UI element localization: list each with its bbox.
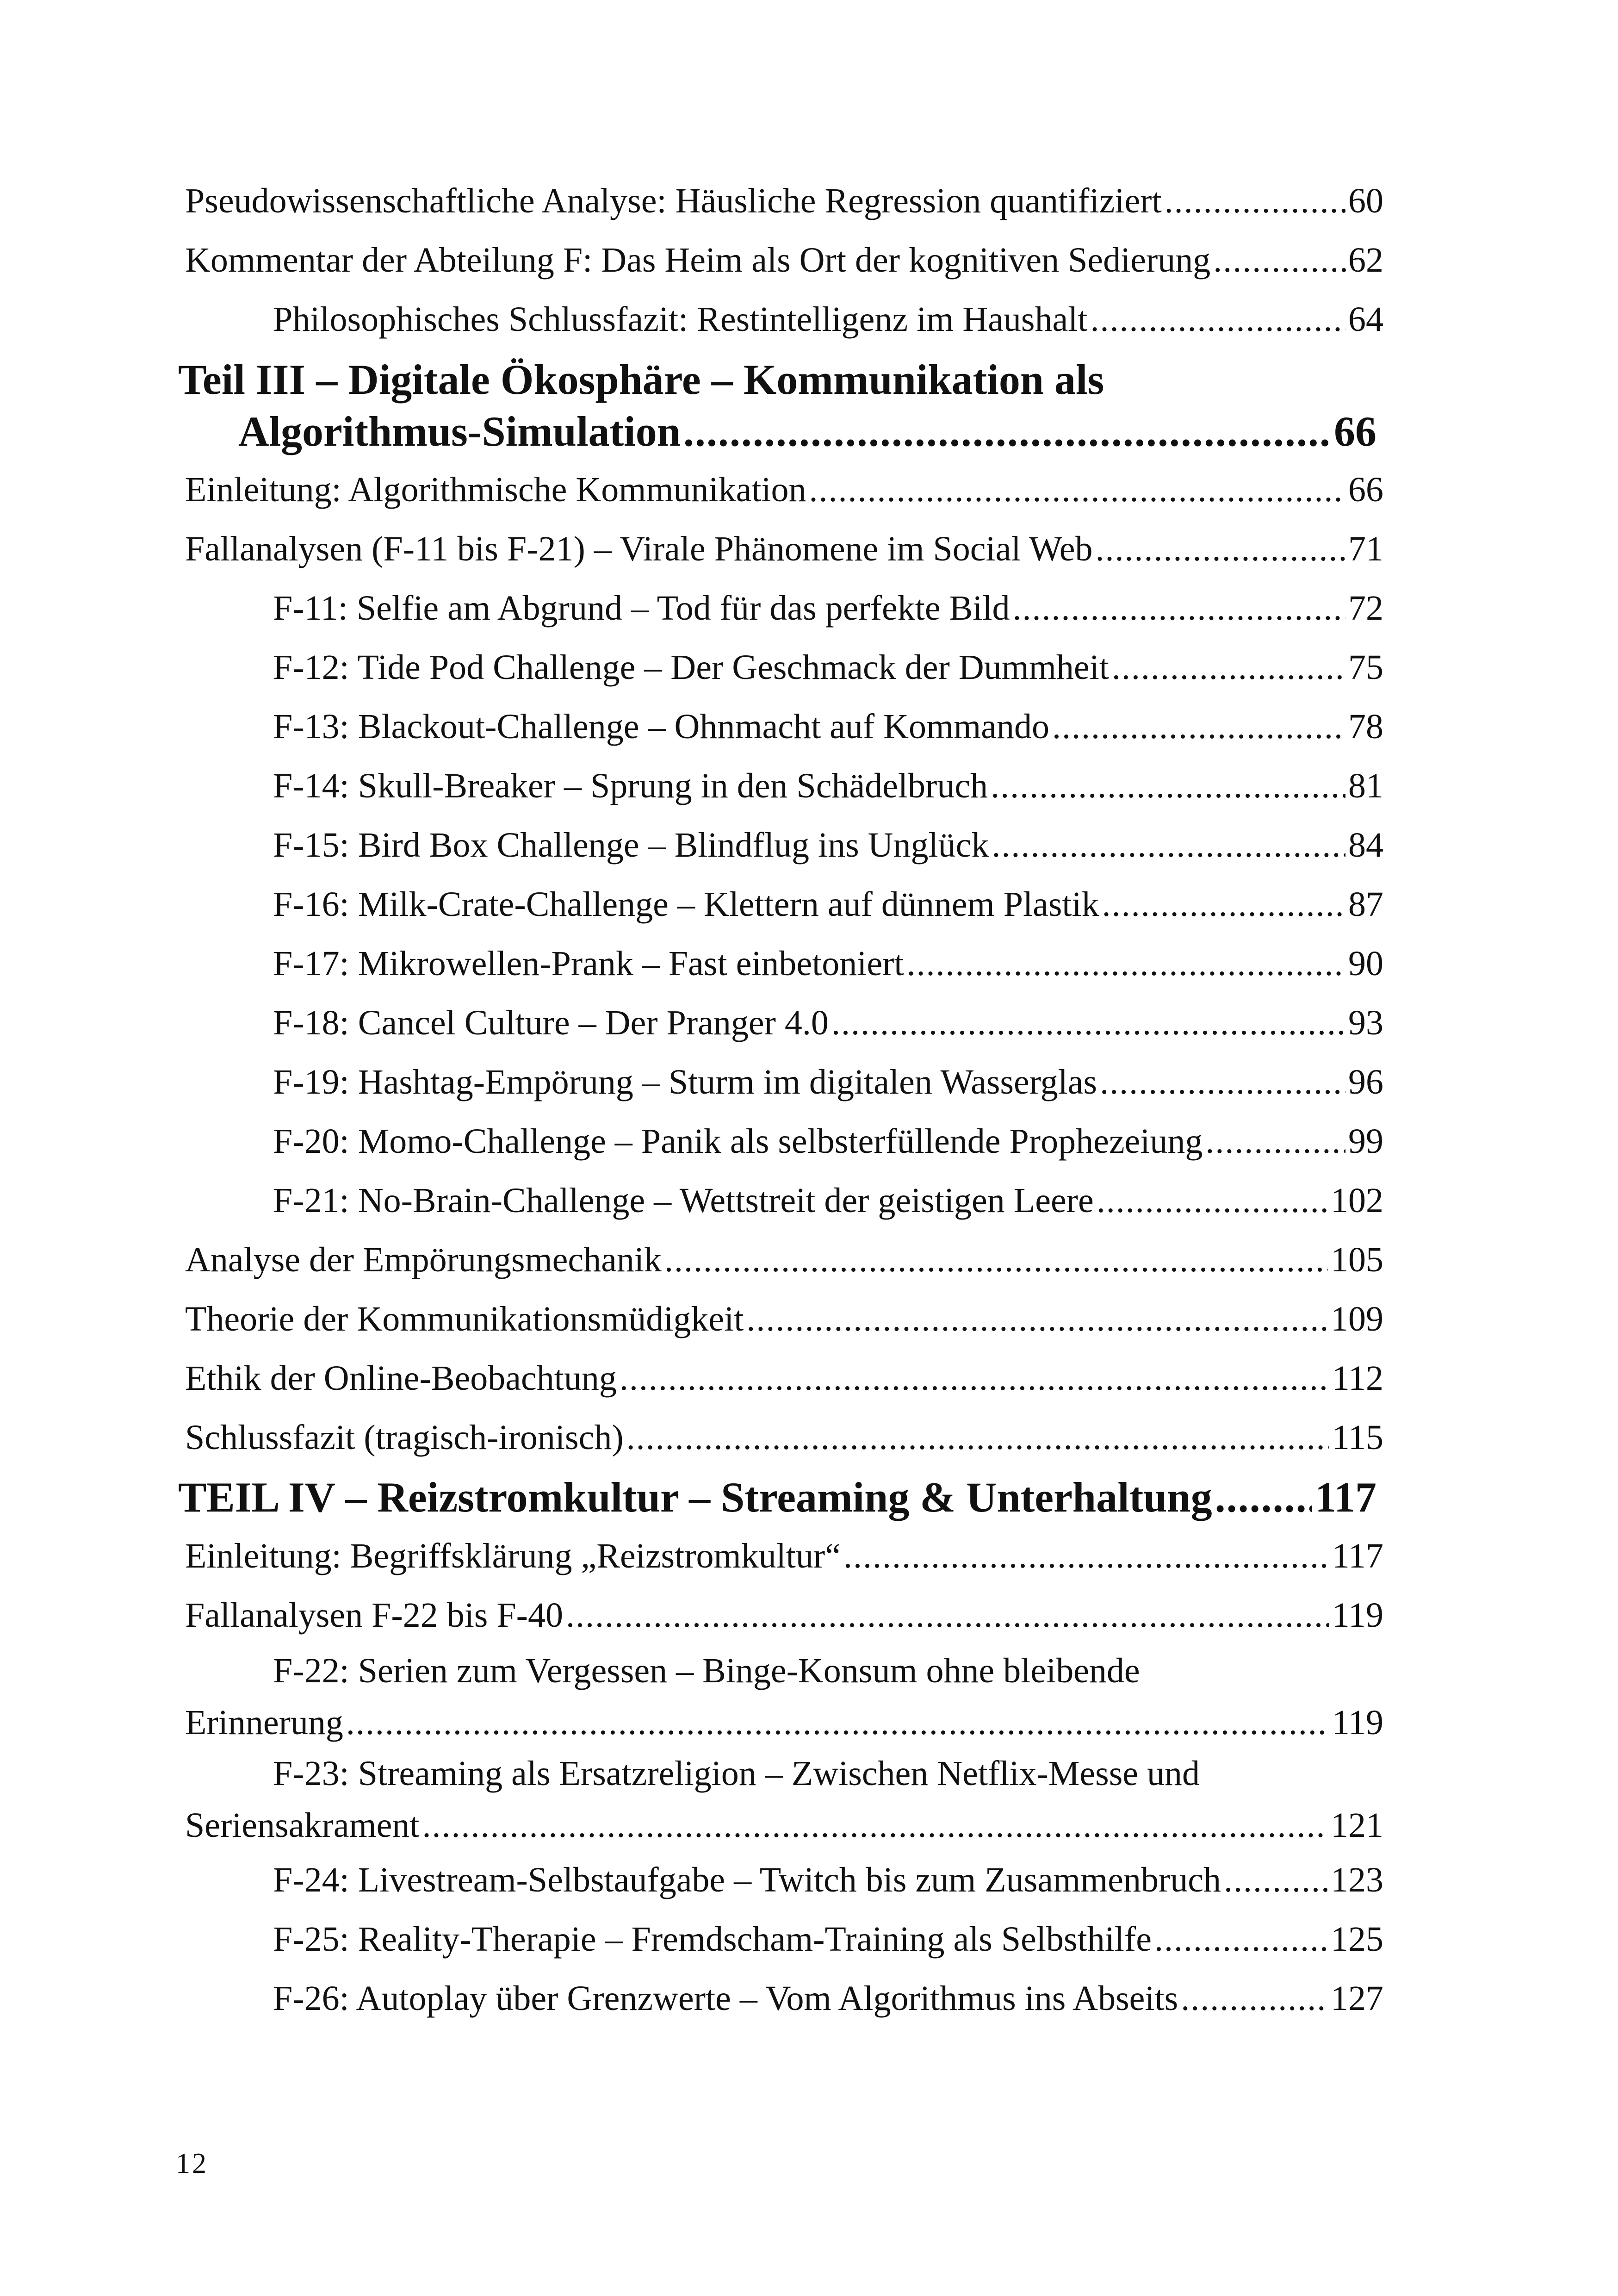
- dot-leader: [809, 460, 1345, 519]
- dot-leader: [1154, 1910, 1328, 1969]
- toc-entry-title: Schlussfazit (tragisch-ironisch): [185, 1418, 624, 1457]
- toc-entry-title: Analyse der Empörungsmechanik: [185, 1240, 662, 1279]
- toc-entry-page: 112: [1332, 1359, 1383, 1398]
- dot-leader: [843, 1526, 1329, 1586]
- toc-entry-title: Seriensakrament: [185, 1806, 420, 1845]
- toc-entry-title: F-21: No-Brain-Challenge – Wettstreit der geistigen Leere: [273, 1181, 1094, 1220]
- dot-leader: [907, 934, 1345, 993]
- dot-leader: [992, 815, 1345, 875]
- toc-entry-page: 81: [1348, 766, 1383, 805]
- toc-entry-title: Fallanalysen F-22 bis F-40: [185, 1596, 563, 1635]
- dot-leader: [566, 1586, 1329, 1645]
- dot-leader: [1097, 1171, 1328, 1230]
- toc-entry[interactable]: [185, 230, 1383, 290]
- toc-entry[interactable]: [185, 171, 1383, 230]
- toc-entry-page: 64: [1348, 300, 1383, 339]
- toc-entry-title-line1: Teil III – Digitale Ökosphäre – Kommunikation als: [178, 356, 1104, 403]
- toc-entry-title: Pseudowissenschaftliche Analyse: Häusliche Regression quantifiziert: [185, 181, 1162, 220]
- page-number: 12: [176, 2148, 208, 2179]
- toc-entry-title: F-13: Blackout-Challenge – Ohnmacht auf Kommando: [273, 707, 1049, 746]
- toc-entry[interactable]: [185, 993, 1383, 1052]
- toc-entry[interactable]: [185, 1408, 1383, 1467]
- toc-entry-title: F-20: Momo-Challenge – Panik als selbsterfüllende Prophezeiung: [273, 1122, 1203, 1161]
- dot-leader: [1205, 1112, 1345, 1171]
- toc-entry-page: 105: [1331, 1240, 1383, 1279]
- dot-leader: [664, 1230, 1328, 1289]
- toc-entry-title: Einleitung: Algorithmische Kommunikation: [185, 470, 806, 509]
- toc-entry[interactable]: [185, 934, 1383, 993]
- toc-entry-page: 102: [1331, 1181, 1383, 1220]
- toc-entry-title: F-14: Skull-Breaker – Sprung in den Schädelbruch: [273, 766, 988, 805]
- toc-entry-title: F-16: Milk-Crate-Challenge – Klettern auf dünnem Plastik: [273, 885, 1099, 924]
- toc-entry-title: F-12: Tide Pod Challenge – Der Geschmack der Dummheit: [273, 648, 1109, 687]
- toc-entry-title: Kommentar der Abteilung F: Das Heim als Ort der kognitiven Sedierung: [185, 241, 1211, 280]
- toc-entry[interactable]: [185, 1586, 1383, 1645]
- toc-entry-page: 60: [1348, 181, 1383, 220]
- toc-entry-title: F-15: Bird Box Challenge – Blindflug ins Unglück: [273, 826, 989, 865]
- toc-entry-title: Fallanalysen (F-11 bis F-21) – Virale Phänomene im Social Web: [185, 529, 1093, 568]
- toc-entry-title: F-24: Livestream-Selbstaufgabe – Twitch bis zum Zusammenbruch: [273, 1860, 1221, 1899]
- dot-leader: [1052, 697, 1345, 756]
- toc-entry-title: Algorithmus-Simulation: [238, 408, 681, 455]
- dot-leader: [422, 1799, 1328, 1851]
- toc-entry-title: TEIL IV – Reizstromkultur – Streaming & Unterhaltung: [178, 1474, 1212, 1521]
- toc-entry[interactable]: [185, 756, 1383, 815]
- toc-entry[interactable]: [185, 1969, 1383, 2028]
- toc-entry-page: 109: [1331, 1300, 1383, 1338]
- toc-entry-title: F-17: Mikrowellen-Prank – Fast einbetoniert: [273, 944, 904, 983]
- toc-entry-title: F-11: Selfie am Abgrund – Tod für das perfekte Bild: [273, 589, 1010, 628]
- dot-leader: [1102, 875, 1345, 934]
- toc-entry[interactable]: [185, 579, 1383, 638]
- dot-leader: [831, 993, 1345, 1052]
- toc-entry-title: Ethik der Online-Beobachtung: [185, 1359, 617, 1398]
- toc-entry[interactable]: [185, 460, 1383, 519]
- dot-leader: [1165, 171, 1345, 230]
- toc-entry-title: F-25: Reality-Therapie – Fremdscham-Training als Selbsthilfe: [273, 1920, 1152, 1959]
- toc-entry[interactable]: [185, 1112, 1383, 1171]
- toc-entry-page: 75: [1348, 648, 1383, 687]
- dot-leader: [346, 1697, 1329, 1748]
- toc-entry-page: 66: [1334, 408, 1376, 455]
- toc-entry[interactable]: [185, 1645, 1383, 1751]
- dot-leader: [626, 1408, 1329, 1467]
- dot-leader: [991, 756, 1345, 815]
- toc-entry[interactable]: [185, 1289, 1383, 1349]
- toc-entry-title: Einleitung: Begriffsklärung „Reizstromkultur“: [185, 1537, 841, 1575]
- toc-entry-page: 125: [1331, 1920, 1383, 1959]
- toc-entry-page: 93: [1348, 1003, 1383, 1042]
- dot-leader: [1090, 290, 1345, 349]
- toc-entry-title: Erinnerung: [185, 1703, 343, 1742]
- toc-entry[interactable]: [185, 875, 1383, 934]
- toc-entry-title: Philosophisches Schlussfazit: Restintelligenz im Haushalt: [273, 300, 1088, 339]
- toc-entry-page: 127: [1331, 1979, 1383, 2018]
- toc-entry-title-line1: F-22: Serien zum Vergessen – Binge-Konsum ohne bleibende: [273, 1651, 1140, 1690]
- toc-entry[interactable]: [185, 815, 1383, 875]
- dot-leader: [746, 1289, 1328, 1349]
- toc-entry-title: F-26: Autoplay über Grenzwerte – Vom Algorithmus ins Abseits: [273, 1979, 1178, 2018]
- dot-leader: [1096, 519, 1346, 579]
- toc-entry-page: 119: [1332, 1703, 1383, 1742]
- toc-part-heading[interactable]: [178, 354, 1376, 460]
- toc-entry-page: 119: [1332, 1596, 1383, 1635]
- toc-entry[interactable]: [185, 290, 1383, 349]
- toc-entry-title: F-19: Hashtag-Empörung – Sturm im digitalen Wasserglas: [273, 1063, 1097, 1101]
- toc-entry-page: 72: [1348, 589, 1383, 628]
- dot-leader: [1112, 638, 1345, 697]
- toc-entry-page: 71: [1348, 529, 1383, 568]
- toc-entry[interactable]: [185, 1910, 1383, 1969]
- toc-entry[interactable]: [185, 1349, 1383, 1408]
- toc-entry[interactable]: [185, 1230, 1383, 1289]
- toc-entry-page: 117: [1332, 1537, 1383, 1575]
- toc-entry-page: 90: [1348, 944, 1383, 983]
- toc-entry-page: .62: [1339, 241, 1383, 280]
- dot-leader: [683, 405, 1331, 457]
- toc-entry-page: 115: [1332, 1418, 1383, 1457]
- toc-entry[interactable]: [185, 638, 1383, 697]
- toc-entry-title: Theorie der Kommunikationsmüdigkeit: [185, 1300, 744, 1338]
- toc-entry-page: 99: [1348, 1122, 1383, 1161]
- toc-entry[interactable]: [185, 1526, 1383, 1586]
- toc-entry-page: 87: [1348, 885, 1383, 924]
- toc-entry-page: 123: [1331, 1860, 1383, 1899]
- toc-entry-title-line1: F-23: Streaming als Ersatzreligion – Zwischen Netflix-Messe und: [273, 1754, 1200, 1793]
- toc-entry[interactable]: [185, 1850, 1383, 1910]
- dot-leader: [1100, 1052, 1345, 1112]
- toc-entry[interactable]: [185, 1748, 1383, 1854]
- toc-entry[interactable]: [185, 1171, 1383, 1230]
- dot-leader: [1013, 579, 1345, 638]
- toc-entry-page: 117: [1315, 1474, 1376, 1521]
- toc-entry-page: 66: [1348, 470, 1383, 509]
- toc-entry-page: 78: [1348, 707, 1383, 746]
- dot-leader: [1224, 1850, 1328, 1910]
- toc-part-heading[interactable]: [178, 1472, 1376, 1523]
- dot-leader: [620, 1349, 1329, 1408]
- dot-leader: [1213, 230, 1337, 290]
- dot-leader: [1181, 1969, 1328, 2028]
- toc-entry[interactable]: [185, 519, 1383, 579]
- dot-leader: [1215, 1472, 1312, 1523]
- toc-entry-title: F-18: Cancel Culture – Der Pranger 4.0: [273, 1003, 829, 1042]
- toc-entry-page: 84: [1348, 826, 1383, 865]
- toc-entry-page: 121: [1331, 1806, 1383, 1845]
- toc-entry[interactable]: [185, 1052, 1383, 1112]
- toc-entry-page: 96: [1348, 1063, 1383, 1101]
- toc-entry[interactable]: [185, 697, 1383, 756]
